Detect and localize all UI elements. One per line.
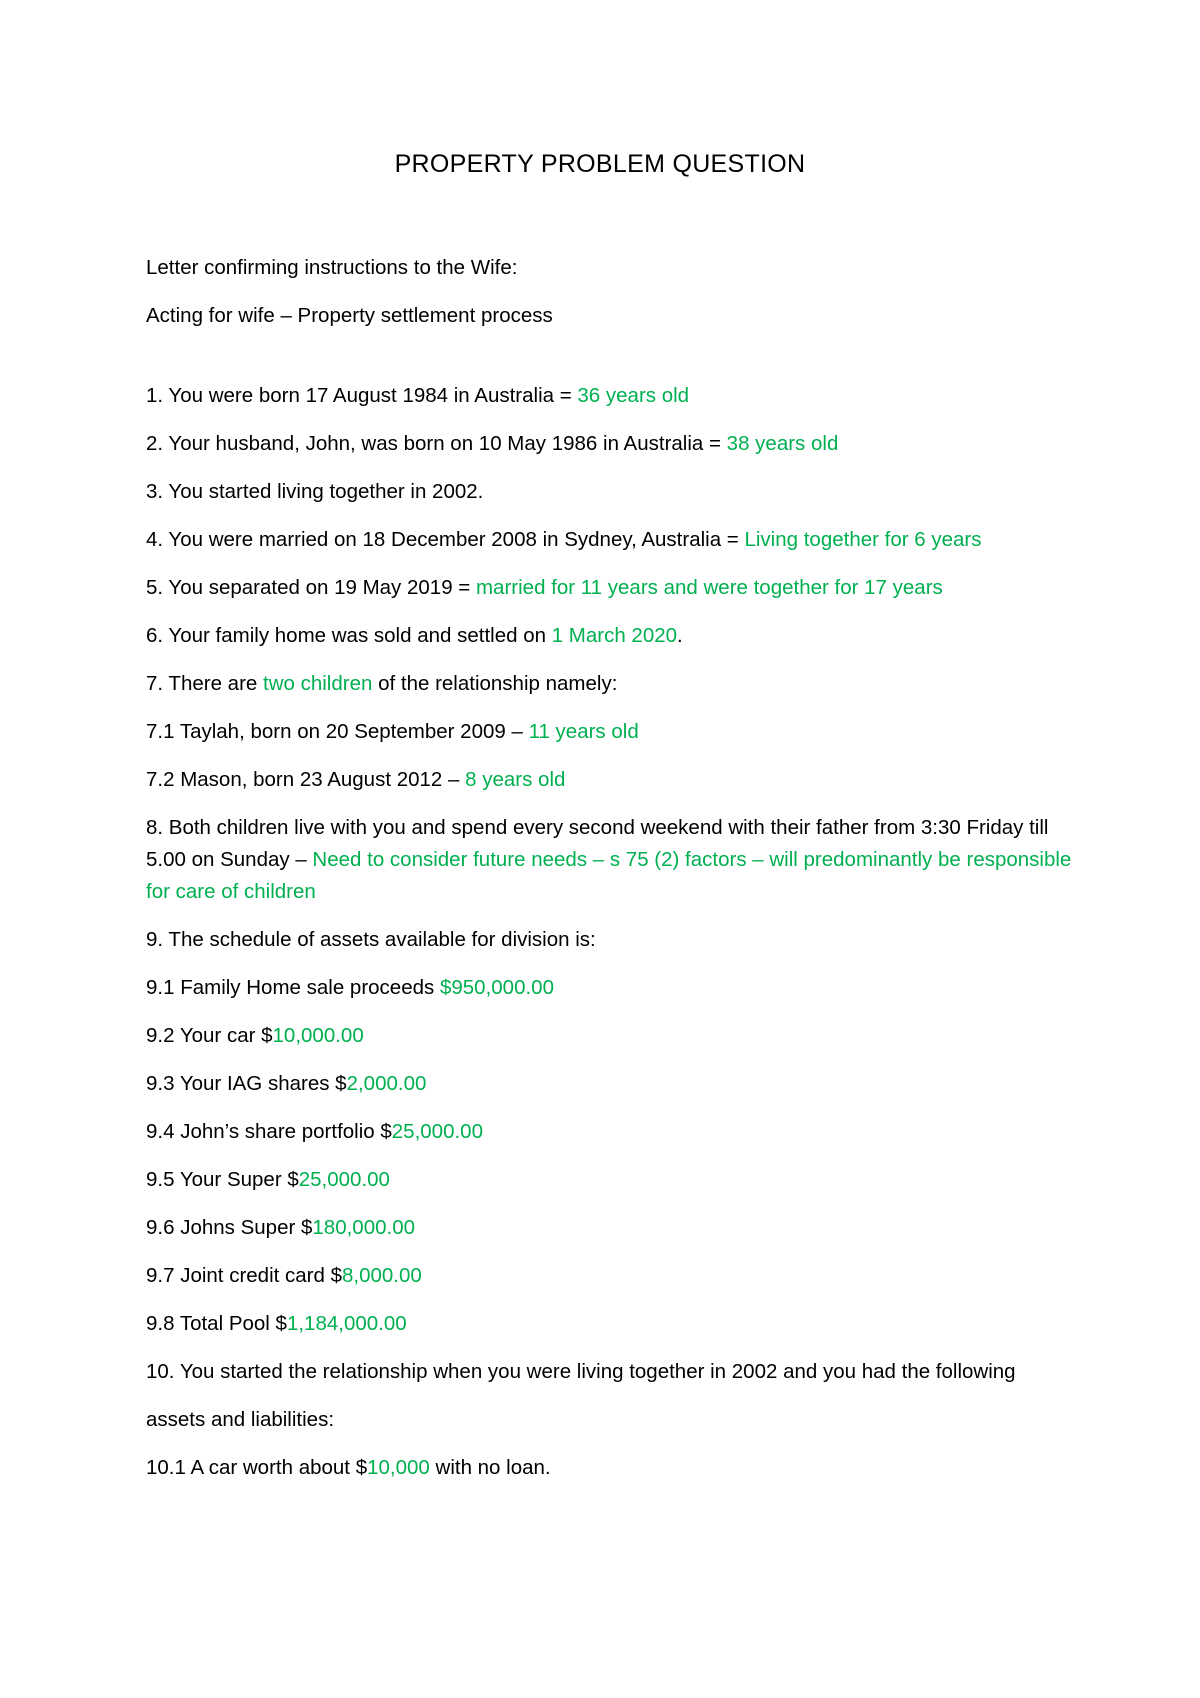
item-9-6-johns-super xyxy=(146,1212,1076,1244)
highlighted-text: 10,000 xyxy=(367,1456,430,1479)
item-7-2-mason xyxy=(146,764,1076,796)
body-text: with no loan. xyxy=(429,1456,551,1479)
highlighted-text: 38 years old xyxy=(726,432,839,455)
paragraph-letter-heading xyxy=(146,252,1076,284)
highlighted-text: 36 years old xyxy=(577,384,690,407)
highlighted-text: 8,000.00 xyxy=(342,1264,422,1287)
item-7-children xyxy=(146,668,1076,700)
highlighted-text: Living together for 6 years xyxy=(744,528,982,551)
item-3-living-together xyxy=(146,476,1076,508)
body-text: 9.5 Your Super $ xyxy=(146,1168,299,1191)
highlighted-text: 2,000.00 xyxy=(346,1072,427,1095)
item-10-assets-liabilities xyxy=(146,1404,1076,1436)
item-9-7-joint-credit-card xyxy=(146,1260,1076,1292)
highlighted-text: 1 March 2020 xyxy=(551,624,678,647)
item-1-wife-birth xyxy=(146,380,1076,412)
body-text: 1. You were born 17 August 1984 in Australia = xyxy=(146,384,578,407)
body-text: 5. You separated on 19 May 2019 = xyxy=(146,576,476,599)
body-text: 9.2 Your car $ xyxy=(146,1024,273,1047)
body-text: of the relationship namely: xyxy=(372,672,618,695)
body-text: 7. There are xyxy=(146,672,263,695)
item-9-2-your-car xyxy=(146,1020,1076,1052)
item-6-home-sold xyxy=(146,620,1076,652)
body-text: 8. Both children live with you and spend every second weekend with their father from 3:30 Friday till 5.00 on Sunday – xyxy=(146,816,1049,871)
item-4-married xyxy=(146,524,1076,556)
document-title: PROPERTY PROBLEM QUESTION xyxy=(394,150,806,178)
highlighted-text: 25,000.00 xyxy=(391,1120,483,1143)
body-text: 4. You were married on 18 December 2008 in Sydney, Australia = xyxy=(146,528,745,551)
body-text: 9.1 Family Home sale proceeds xyxy=(146,976,440,999)
item-7-1-taylah xyxy=(146,716,1076,748)
highlighted-text: Need to consider future needs – s 75 (2) factors – will predominantly be responsible for care of children xyxy=(146,848,1072,903)
body-text: 9. The schedule of assets available for division is: xyxy=(146,928,596,951)
highlighted-text: 180,000.00 xyxy=(312,1216,416,1239)
body-text: 9.6 Johns Super $ xyxy=(146,1216,313,1239)
item-9-1-family-home xyxy=(146,972,1076,1004)
item-9-5-your-super xyxy=(146,1164,1076,1196)
body-text: 2. Your husband, John, was born on 10 May 1986 in Australia = xyxy=(146,432,727,455)
item-9-4-john-share-portfolio xyxy=(146,1116,1076,1148)
body-text: 10. You started the relationship when you were living together in 2002 and you had the following xyxy=(146,1360,1016,1383)
body-text: 9.8 Total Pool $ xyxy=(146,1312,287,1335)
highlighted-text: 11 years old xyxy=(528,720,639,743)
item-8-care-arrangements xyxy=(146,812,1076,908)
body-text: Letter confirming instructions to the Wife: xyxy=(146,256,518,279)
item-9-schedule-of-assets xyxy=(146,924,1076,956)
body-text: assets and liabilities: xyxy=(146,1408,335,1431)
body-text: 3. You started living together in 2002. xyxy=(146,480,484,503)
highlighted-text: 25,000.00 xyxy=(298,1168,390,1191)
body-text: 10.1 A car worth about $ xyxy=(146,1456,368,1479)
body-text: 9.3 Your IAG shares $ xyxy=(146,1072,347,1095)
item-9-8-total-pool xyxy=(146,1308,1076,1340)
body-text: 6. Your family home was sold and settled on xyxy=(146,624,552,647)
item-10-relationship-start xyxy=(146,1356,1076,1388)
body-text: 9.7 Joint credit card $ xyxy=(146,1264,342,1287)
highlighted-text: 10,000.00 xyxy=(272,1024,364,1047)
highlighted-text: married for 11 years and were together for 17 years xyxy=(475,576,943,599)
item-5-separated xyxy=(146,572,1076,604)
body-text: 9.4 John’s share portfolio $ xyxy=(146,1120,392,1143)
body-text: . xyxy=(677,624,683,647)
document-body xyxy=(146,252,1076,1500)
body-text: 7.1 Taylah, born on 20 September 2009 – xyxy=(146,720,529,743)
item-10-1-car xyxy=(146,1452,1076,1484)
highlighted-text: two children xyxy=(263,672,373,695)
highlighted-text: $950,000.00 xyxy=(439,976,554,999)
highlighted-text: 1,184,000.00 xyxy=(286,1312,407,1335)
body-text: 7.2 Mason, born 23 August 2012 – xyxy=(146,768,466,791)
body-text: Acting for wife – Property settlement process xyxy=(146,304,553,327)
item-2-husband-birth xyxy=(146,428,1076,460)
paragraph-acting-for xyxy=(146,300,1076,332)
item-9-3-iag-shares xyxy=(146,1068,1076,1100)
highlighted-text: 8 years old xyxy=(465,768,566,791)
